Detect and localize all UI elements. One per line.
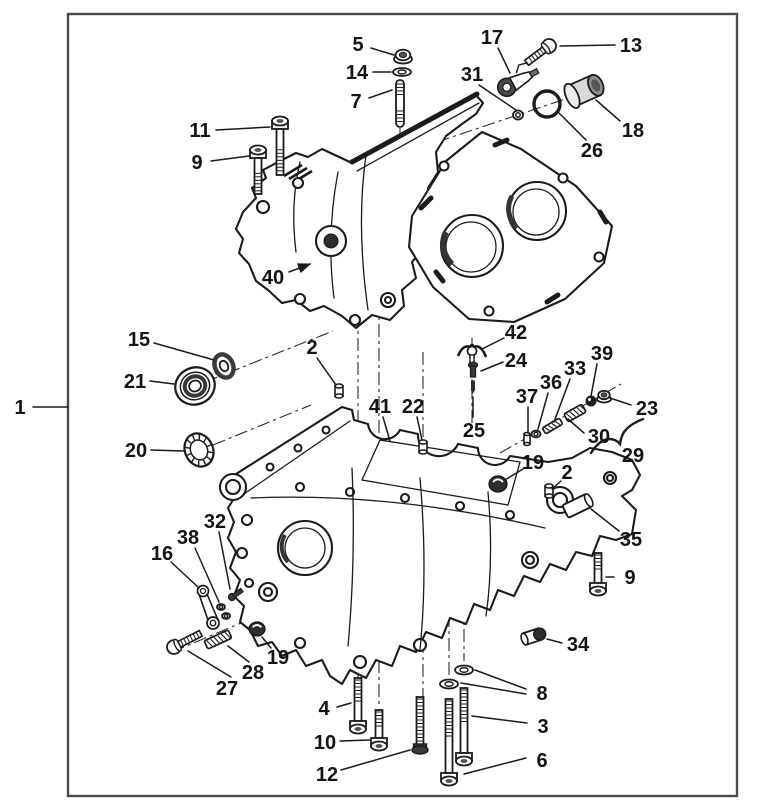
callout-label-31: 31 <box>460 64 484 86</box>
callout-label-2a: 2 <box>306 337 318 359</box>
callout-label-26: 26 <box>580 140 604 162</box>
callout-label-9b: 9 <box>624 567 636 589</box>
callout-label-6: 6 <box>536 750 548 772</box>
timing-cover-opening <box>278 521 332 575</box>
callout-label-23: 23 <box>635 398 659 420</box>
callout-label-2b: 2 <box>561 462 573 484</box>
part-washer-36 <box>532 431 541 438</box>
callout-label-17: 17 <box>480 27 504 49</box>
callout-label-36: 36 <box>539 372 563 394</box>
callout-label-16: 16 <box>150 543 174 565</box>
part-washer-8-lower <box>440 680 458 689</box>
callout-label-22: 22 <box>401 396 425 418</box>
callout-label-9a: 9 <box>191 152 203 174</box>
callout-label-8: 8 <box>536 683 548 705</box>
part-nut-31 <box>513 111 523 120</box>
callout-label-34: 34 <box>566 634 590 656</box>
part-washer-8-upper <box>455 666 473 675</box>
callout-label-41: 41 <box>368 396 392 418</box>
callout-label-7: 7 <box>350 91 362 113</box>
part-plug-19-left <box>249 622 265 636</box>
part-stud-7 <box>396 80 404 127</box>
callout-label-27: 27 <box>215 678 239 700</box>
part-washer-38-a <box>217 604 225 610</box>
callout-label-4: 4 <box>318 698 330 720</box>
callout-label-42: 42 <box>504 322 528 344</box>
callout-label-40: 40 <box>261 267 285 289</box>
callout-label-10: 10 <box>313 732 337 754</box>
callout-label-13: 13 <box>619 35 643 57</box>
callout-label-3: 3 <box>537 716 549 738</box>
part-bolt-24 <box>469 362 478 377</box>
callout-label-24: 24 <box>504 350 528 372</box>
part-flange-nut-5 <box>394 50 412 64</box>
callout-label-5: 5 <box>352 34 364 56</box>
part-washer-38-b <box>222 613 230 619</box>
callout-label-20: 20 <box>124 440 148 462</box>
leader-line-13 <box>560 45 615 46</box>
callout-label-32: 32 <box>203 511 227 533</box>
callout-label-15: 15 <box>127 329 151 351</box>
part-dowel-22 <box>419 440 427 454</box>
callout-label-1: 1 <box>14 397 26 419</box>
callout-label-21: 21 <box>123 371 147 393</box>
part-washer-14 <box>393 68 411 76</box>
leader-line-10 <box>340 740 370 741</box>
part-dowel-2-left <box>335 384 343 398</box>
callout-label-38: 38 <box>176 527 200 549</box>
callout-label-12: 12 <box>315 764 339 786</box>
part-nut-23 <box>597 391 611 403</box>
callout-label-18: 18 <box>621 120 645 142</box>
part-dowel-2-right <box>545 484 553 498</box>
callout-label-29: 29 <box>621 445 645 467</box>
callout-label-14: 14 <box>345 62 369 84</box>
callout-label-39: 39 <box>590 343 614 365</box>
callout-label-33: 33 <box>563 358 587 380</box>
callout-label-28: 28 <box>241 662 265 684</box>
part-ball-39 <box>586 396 596 406</box>
callout-label-11: 11 <box>189 120 211 142</box>
part-plug-19-right <box>489 476 507 492</box>
callout-label-37: 37 <box>515 386 539 408</box>
part-pin-37 <box>524 433 530 446</box>
callout-label-19a: 19 <box>266 647 290 669</box>
callout-label-19b: 19 <box>521 452 545 474</box>
callout-label-25: 25 <box>462 420 486 442</box>
leader-line-20 <box>151 450 184 451</box>
callout-label-35: 35 <box>619 529 643 551</box>
callout-label-30: 30 <box>587 426 611 448</box>
